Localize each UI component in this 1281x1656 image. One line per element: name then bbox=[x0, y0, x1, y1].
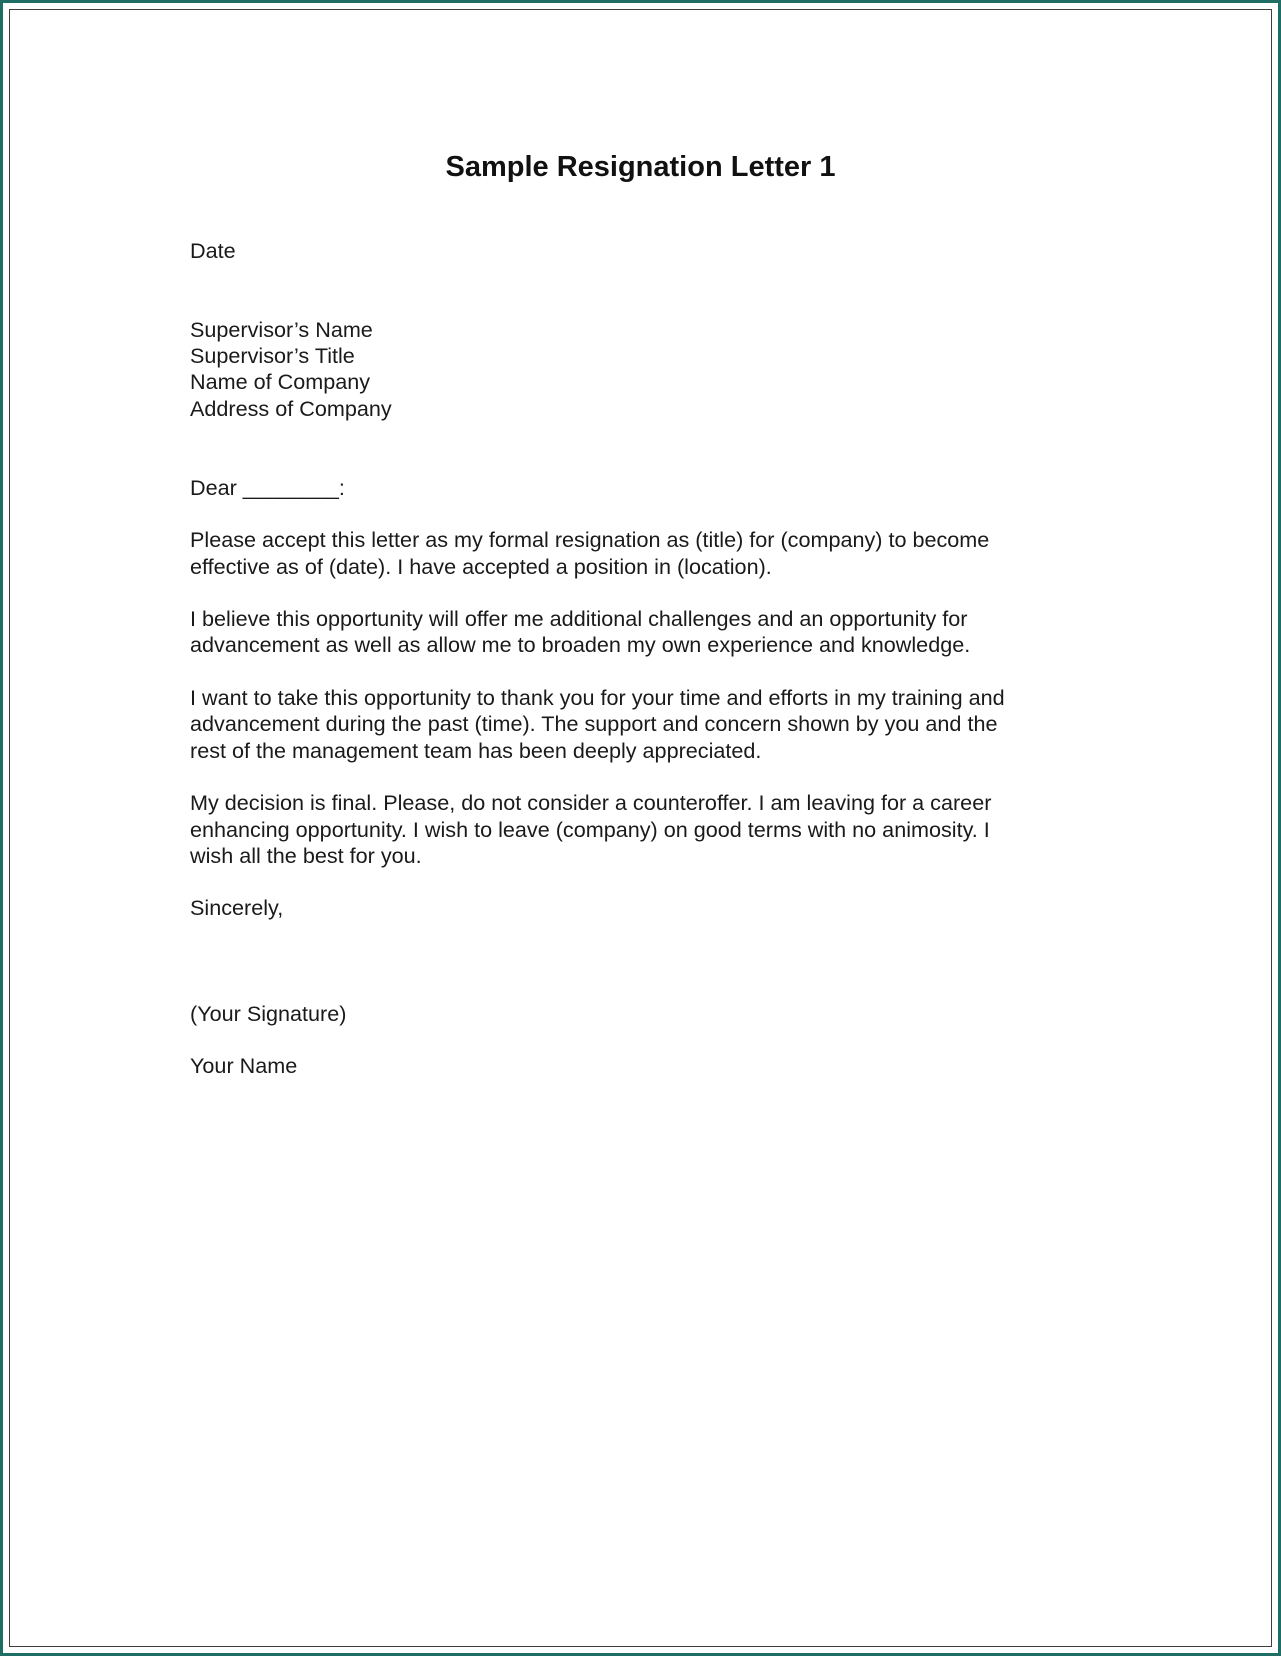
company-address: Address of Company bbox=[190, 395, 392, 421]
paragraph-line: My decision is final. Please, do not consider a counteroffer. I am leaving for a career bbox=[190, 790, 992, 816]
paragraph-1 bbox=[190, 527, 1070, 580]
paragraph-3 bbox=[190, 685, 1070, 764]
paragraph-line: advancement during the past (time). The support and concern shown by you and the bbox=[190, 711, 998, 737]
paragraph-line: wish all the best for you. bbox=[190, 842, 422, 868]
paragraph-line: rest of the management team has been deeply appreciated. bbox=[190, 737, 762, 763]
paragraph-line: I believe this opportunity will offer me additional challenges and an opportunity for bbox=[190, 606, 968, 632]
paragraph-2 bbox=[190, 606, 1070, 659]
paragraph-line: enhancing opportunity. I wish to leave (company) on good terms with no animosity. I bbox=[190, 816, 990, 842]
paragraph-line: advancement as well as allow me to broaden my own experience and knowledge. bbox=[190, 632, 971, 658]
closing: Sincerely, bbox=[190, 895, 284, 921]
paragraph-line: Please accept this letter as my formal resignation as (title) for (company) to become bbox=[190, 527, 990, 553]
paragraph-4 bbox=[190, 790, 1070, 869]
letter-body bbox=[190, 238, 1070, 1080]
paragraph-line: effective as of (date). I have accepted a position in (location). bbox=[190, 553, 772, 579]
company-name: Name of Company bbox=[190, 369, 371, 395]
date-line: Date bbox=[190, 238, 236, 263]
paragraph-line: I want to take this opportunity to thank you for your time and efforts in my training and bbox=[190, 685, 1005, 711]
salutation: Dear ________: bbox=[190, 474, 345, 500]
supervisor-title: Supervisor’s Title bbox=[190, 343, 355, 369]
address-block bbox=[190, 317, 1070, 422]
sender-name: Your Name bbox=[190, 1053, 298, 1079]
letter-title: Sample Resignation Letter 1 bbox=[445, 151, 836, 183]
signature-placeholder: (Your Signature) bbox=[190, 1000, 347, 1026]
supervisor-name: Supervisor’s Name bbox=[190, 316, 373, 342]
